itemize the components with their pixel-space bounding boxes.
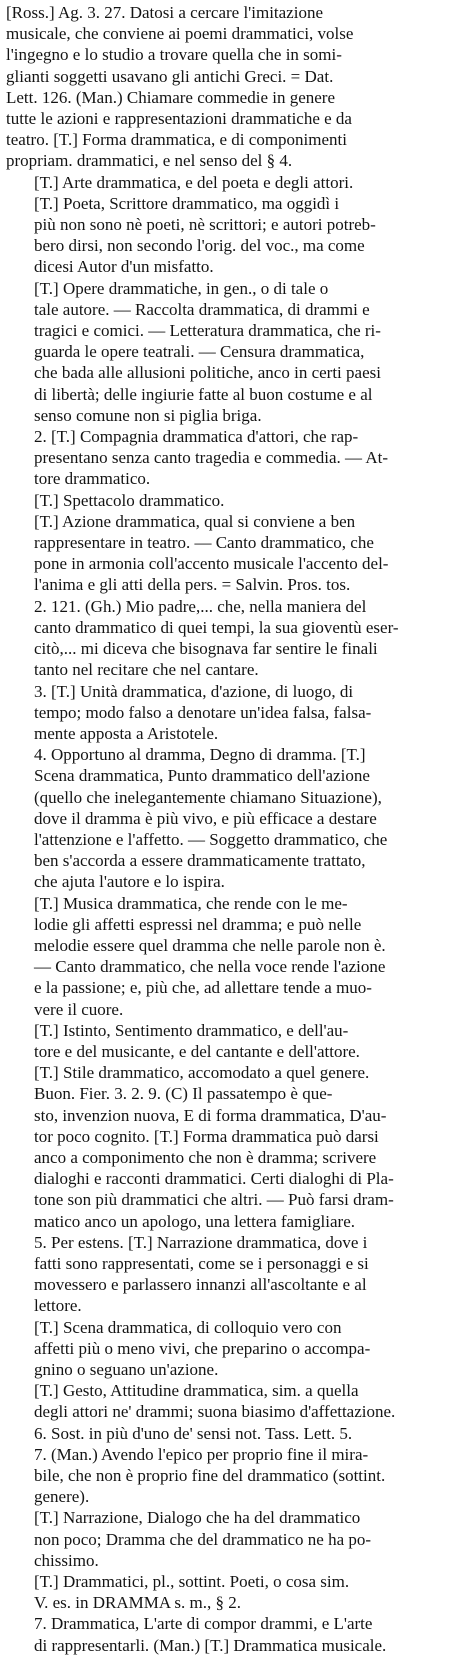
text-line: [T.] Drammatici, pl., sottint. Poeti, o cosa sim. xyxy=(34,1572,350,1592)
text-line: bile, che non è proprio fine del drammatico (sottint. xyxy=(34,1466,386,1486)
text-line: bero dirsi, non secondo l'orig. del voc., ma come xyxy=(34,236,365,256)
text-line: tanto nel recitare che nel cantare. xyxy=(34,660,259,680)
text-line: 3. [T.] Unità drammatica, d'azione, di luogo, di xyxy=(34,681,354,701)
entry-paragraph xyxy=(6,426,467,490)
entry-paragraph xyxy=(6,2,467,172)
text-line: musicale, che conviene ai poemi drammatici, volse xyxy=(6,24,354,44)
entry-paragraph xyxy=(6,193,467,278)
text-line: non poco; Dramma che del drammatico ne ha po- xyxy=(34,1529,372,1549)
text-line: 4. Opportuno al dramma, Degno di dramma. [T.] xyxy=(34,745,366,765)
text-line: vere il cuore. xyxy=(34,999,124,1019)
text-line: [T.] Azione drammatica, qual si conviene a ben xyxy=(34,511,356,531)
entry-paragraph xyxy=(6,278,467,426)
text-line: dialoghi e racconti drammatici. Certi dialoghi di Pla- xyxy=(34,1169,394,1189)
text-line: e la passione; e, più che, ad allettare tende a muo- xyxy=(34,978,372,998)
text-line: melodie essere quel dramma che nelle parole non è. xyxy=(34,935,386,955)
text-line: l'attenzione e l'affetto. — Soggetto drammatico, che xyxy=(34,829,388,849)
entry-paragraph xyxy=(6,893,467,1020)
text-line: 7. Drammatica, L'arte di compor drammi, e L'arte xyxy=(34,1614,373,1634)
text-line: [T.] Musica drammatica, che rende con le me- xyxy=(34,893,348,913)
text-line: [T.] Opere drammatiche, in gen., o di tale o xyxy=(34,278,329,298)
text-line: glianti soggetti usavano gli antichi Greci. = Dat. xyxy=(6,66,334,86)
text-line: l'anima e gli atti della pers. = Salvin. Pros. tos. xyxy=(34,575,351,595)
text-line: Lett. 126. (Man.) Chiamare commedie in genere xyxy=(6,87,336,107)
text-line: ben s'accorda a essere drammaticamente trattato, xyxy=(34,851,366,871)
text-line: [T.] Stile drammatico, accomodato a quel genere. xyxy=(34,1063,370,1083)
text-line: V. es. in DRAMMA s. m., § 2. xyxy=(34,1593,242,1613)
text-line: di rappresentarli. (Man.) [T.] Drammatica musicale. xyxy=(34,1635,387,1655)
text-line: rappresentare in teatro. — Canto drammatico, che xyxy=(34,533,374,553)
entry-paragraph xyxy=(6,1507,467,1571)
text-line: gnino o seguano un'azione. xyxy=(34,1360,219,1379)
text-line: anco a componimento che non è dramma; scrivere xyxy=(34,1147,377,1167)
entry-paragraph xyxy=(6,1232,467,1317)
text-line: 2. [T.] Compagnia drammatica d'attori, che rap- xyxy=(34,427,359,447)
text-line: teatro. [T.] Forma drammatica, e di componimenti xyxy=(6,130,347,150)
entry-paragraph xyxy=(6,1423,467,1508)
text-line: guarda le opere teatrali. — Censura drammatica, xyxy=(34,342,365,362)
text-line: lettore. xyxy=(34,1296,82,1316)
text-line: [T.] Istinto, Sentimento drammatico, e dell'au- xyxy=(34,1020,349,1040)
text-line: citò,... mi diceva che bisognava far sentire le finali xyxy=(34,639,378,659)
entry-paragraph xyxy=(6,1020,467,1062)
entry-paragraph xyxy=(6,1571,467,1613)
text-line: [T.] Spettacolo drammatico. xyxy=(34,490,225,510)
text-line: [T.] Arte drammatica, e del poeta e degli attori. xyxy=(34,172,354,192)
text-line: — Canto drammatico, che nella voce rende l'azione xyxy=(34,957,386,977)
entry-paragraph xyxy=(6,1062,467,1232)
text-line: chissimo. xyxy=(34,1550,99,1570)
text-line: tor poco cognito. [T.] Forma drammatica può darsi xyxy=(34,1126,379,1146)
text-line: senso comune non si piglia briga. xyxy=(34,405,262,425)
text-line: sto, invenzion nuova, E di forma drammatica, D'au- xyxy=(34,1105,387,1125)
text-line: (quello che inelegantemente chiamano Situazione), xyxy=(34,787,382,807)
text-line: tempo; modo falso a denotare un'idea falsa, falsa- xyxy=(34,702,372,722)
text-line: tone son più drammatici che altri. — Può farsi dram- xyxy=(34,1190,394,1210)
text-line: presentano senza canto tragedia e commedia. — At- xyxy=(34,448,389,468)
text-line: matico anco un apologo, una lettera famigliare. xyxy=(34,1211,355,1231)
text-line: più non sono nè poeti, nè scrittori; e autori potreb- xyxy=(34,215,376,235)
text-line: l'ingegno e lo studio a trovare quella che in somi- xyxy=(6,45,342,65)
text-line: mente apposta a Aristotele. xyxy=(34,723,219,743)
dictionary-entry-text xyxy=(6,2,467,1656)
text-line: propriam. drammatici, e nel senso del § 4. xyxy=(6,151,293,171)
text-line: di libertà; delle ingiurie fatte al buon costume e al xyxy=(34,384,373,404)
text-line: fatti sono rappresentati, come se i personaggi e si xyxy=(34,1253,369,1273)
entry-paragraph xyxy=(6,681,467,745)
text-line: tore e del musicante, e del cantante e dell'attore. xyxy=(34,1041,360,1061)
text-line: 7. (Man.) Avendo l'epico per proprio fine il mira- xyxy=(34,1444,369,1464)
text-line: 6. Sost. in più d'uno de' sensi not. Tass. Lett. 5. xyxy=(34,1423,353,1443)
entry-paragraph xyxy=(6,490,467,511)
text-line: 5. Per estens. [T.] Narrazione drammatica, dove i xyxy=(34,1232,368,1252)
text-line: movessero e parlassero innanzi all'ascoltante e al xyxy=(34,1275,367,1295)
entry-paragraph xyxy=(6,744,467,892)
text-line: che ajuta l'autore e lo ispira. xyxy=(34,872,225,892)
text-line: dicesi Autor d'un misfatto. xyxy=(34,257,214,277)
text-line: pone in armonia coll'accento musicale l'accento del- xyxy=(34,554,389,574)
text-line: [T.] Scena drammatica, di colloquio vero con xyxy=(34,1317,342,1337)
entry-paragraph xyxy=(6,1613,467,1655)
text-line: tutte le azioni e rappresentazioni drammatiche e da xyxy=(6,109,352,129)
text-line: genere). xyxy=(34,1487,90,1507)
text-line: [T.] Poeta, Scrittore drammatico, ma oggidì i xyxy=(34,193,340,213)
text-line: [T.] Narrazione, Dialogo che ha del drammatico xyxy=(34,1508,361,1528)
text-line: [Ross.] Ag. 3. 27. Datosi a cercare l'imitazione xyxy=(6,3,323,22)
text-line: affetti più o meno vivi, che preparino o accompa- xyxy=(34,1338,371,1358)
text-line: Scena drammatica, Punto drammatico dell'azione xyxy=(34,766,370,786)
text-line: tragici e comici. — Letteratura drammatica, che ri- xyxy=(34,321,381,341)
text-line: tale autore. — Raccolta drammatica, di drammi e xyxy=(34,299,370,319)
text-line: [T.] Gesto, Attitudine drammatica, sim. a quella xyxy=(34,1381,359,1401)
text-line: degli attori ne' drammi; suona biasimo d'affettazione. xyxy=(34,1402,396,1422)
text-line: tore drammatico. xyxy=(34,469,151,489)
text-line: canto drammatico di quei tempi, la sua gioventù eser- xyxy=(34,617,399,637)
entry-paragraph xyxy=(6,172,467,193)
entry-paragraph xyxy=(6,1380,467,1422)
text-line: che bada alle allusioni politiche, anco in certi paesi xyxy=(34,363,381,383)
entry-paragraph xyxy=(6,511,467,681)
entry-paragraph xyxy=(6,1317,467,1381)
text-line: lodie gli affetti espressi nel dramma; e può nelle xyxy=(34,914,362,934)
text-line: 2. 121. (Gh.) Mio padre,... che, nella maniera del xyxy=(34,596,367,616)
text-line: dove il dramma è più vivo, e più efficace a destare xyxy=(34,808,377,828)
text-line: Buon. Fier. 3. 2. 9. (C) Il passatempo è que- xyxy=(34,1084,333,1104)
